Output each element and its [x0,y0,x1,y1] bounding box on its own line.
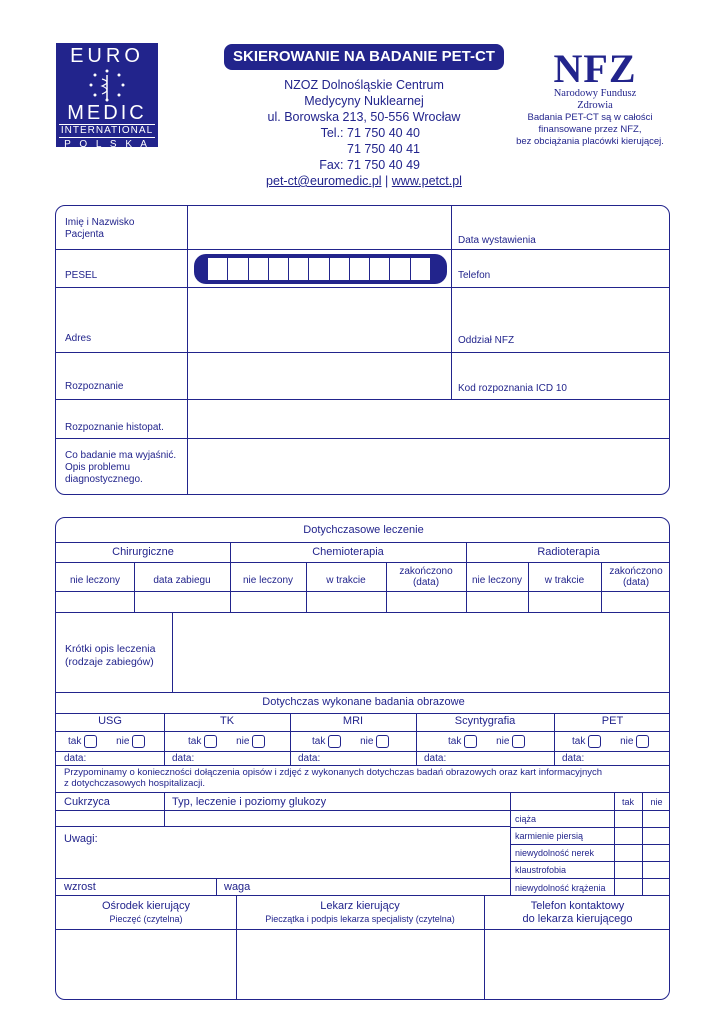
reminder-text-1: Przypominamy o konieczności dołączenia opisów i zdjęć z wykonanych dotychczas badań obrazowych oraz kart informacyjnych [64,767,603,778]
histopat-label: Rozpoznanie histopat. [65,422,164,433]
condition-kidney: niewydolność nerek [515,848,595,858]
usg-yes-checkbox[interactable] [84,735,97,748]
tk-yes-checkbox[interactable] [204,735,217,748]
icd10-label: Kod rozpoznania ICD 10 [458,383,567,394]
nfz-logo-text: NFZ [553,46,637,91]
form-title-text: SKIEROWANIE NA BADANIE PET-CT [233,48,495,65]
pet-no-checkbox[interactable] [636,735,649,748]
radio-in-progress: w trakcie [544,575,585,586]
diagnosis-field[interactable] [188,353,450,399]
pesel-digit-box[interactable] [350,258,370,280]
address-field[interactable] [188,288,450,352]
pesel-label: PESEL [65,270,98,281]
conditions-no-header: nie [650,797,663,807]
condition-breastfeeding: karmienie piersią [515,831,584,841]
pet-yes-checkbox[interactable] [588,735,601,748]
form-title [224,44,504,70]
org-web [240,173,488,189]
tk-no-checkbox[interactable] [252,735,265,748]
nfz-branch-label: Oddział NFZ [458,335,515,346]
pesel-digit-box[interactable] [411,258,430,280]
date-issued-label: Data wystawienia [458,235,536,246]
org-contacts [290,125,420,173]
clinical-section [55,517,670,1000]
treatment-entry-row[interactable] [56,592,670,612]
patient-name-label-1: Imię i Nazwisko [65,217,135,228]
diabetes-label: Cukrzyca [64,796,110,808]
glucose-label: Typ, leczenie i poziomy glukozy [172,796,327,808]
condition-pregnancy: ciąża [515,814,537,824]
height-label: wzrost [64,881,96,893]
treatment-title: Dotychczasowe leczenie [303,524,424,536]
scint-no-checkbox[interactable] [512,735,525,748]
pesel-digit-box[interactable] [249,258,269,280]
pesel-digit-box[interactable] [208,258,228,280]
radio-not-treated: nie leczony [471,575,523,586]
condition-claustrophobia: klaustrofobia [515,865,567,875]
usg-yes-no: tak nie [68,735,164,748]
remarks-label: Uwagi: [64,833,98,845]
pesel-field[interactable] [194,254,447,284]
radio-finished-1: zakończono [609,566,663,577]
purpose-label-3: diagnostycznego. [65,474,143,485]
org-address: ul. Borowska 213, 50-556 Wrocław [267,110,461,124]
address-label: Adres [65,333,92,344]
nfz-note-1: Badania PET-CT są w całości [527,112,653,123]
org-separator: | [385,174,389,188]
reminder-text-2: z dotychczasowych hospitalizacji. [64,778,205,789]
mri-header: MRI [342,715,364,727]
phone-label: Telefon [458,270,491,281]
chemo-finished-1: zakończono [399,566,453,577]
tk-date-label: data: [172,753,195,764]
tk-yes-no: tak nie [188,735,290,748]
org-name-1: NZOZ Dolnośląskie Centrum [284,78,444,92]
contact-phone-field[interactable] [485,930,670,1000]
mri-yes-checkbox[interactable] [328,735,341,748]
diabetes-field[interactable] [56,811,510,826]
surg-not-treated: nie leczony [69,575,121,586]
patient-name-label-2: Pacjenta [65,229,104,240]
usg-header: USG [98,715,122,727]
org-website-link[interactable]: www.petct.pl [391,174,462,188]
pesel-digit-box[interactable] [330,258,350,280]
pesel-digit-box[interactable] [370,258,390,280]
radio-finished-2: (data) [622,577,650,588]
short-desc-field[interactable] [173,613,670,692]
nfz-name: Narodowy Fundusz Zdrowia [553,88,637,111]
org-name-2: Medycyny Nuklearnej [304,94,424,108]
usg-no-checkbox[interactable] [132,735,145,748]
mri-yes-no: tak nie [312,735,416,748]
referring-center-title: Ośrodek kierujący [101,900,191,912]
patient-section [55,205,670,495]
contact-phone-title-1: Telefon kontaktowy [530,900,625,912]
scint-yes-checkbox[interactable] [464,735,477,748]
pesel-digit-box[interactable] [289,258,309,280]
org-tel2: 71 750 40 41 [347,142,420,156]
chemo-header: Chemioterapia [312,546,384,558]
org-info [240,77,488,125]
contact-phone-title-2: do lekarza kierującego [522,913,633,925]
nfz-note-3: bez obciążania placówki kierującej. [516,136,664,147]
weight-label: waga [224,881,251,893]
chemo-in-progress: w trakcie [326,575,366,586]
chemo-finished-2: (data) [412,577,440,588]
surg-date: data zabiegu [153,575,211,586]
short-desc-label-2: (rodzaje zabiegów) [65,656,154,668]
chemo-not-treated: nie leczony [242,575,294,586]
scint-yes-no: tak nie [448,735,554,748]
logo-euro: EURO [70,45,144,67]
logo-caduceus-icon [56,67,158,103]
center-stamp-field[interactable] [56,930,236,1000]
mri-no-checkbox[interactable] [376,735,389,748]
pet-header: PET [601,715,624,727]
org-fax: Fax: 71 750 40 49 [319,158,420,172]
imaging-title: Dotychczas wykonane badania obrazowe [262,696,465,708]
logo-polska: P O L S K A [64,139,150,150]
org-tel1: Tel.: 71 750 40 40 [320,126,420,140]
remarks-field[interactable] [56,827,510,878]
tk-header: TK [219,715,235,727]
pet-yes-no: tak nie [572,735,670,748]
purpose-label-2: Opis problemu [65,462,131,473]
doctor-stamp-field[interactable] [237,930,484,1000]
surgical-header: Chirurgiczne [112,546,174,558]
pet-date-label: data: [562,753,585,764]
referring-doctor-title: Lekarz kierujący [320,900,400,912]
pesel-digit-box[interactable] [228,258,248,280]
logo-international: INTERNATIONAL [60,125,154,136]
purpose-label-1: Co badanie ma wyjaśnić. [65,450,177,461]
patient-name-field[interactable] [188,206,450,249]
date-issued-field[interactable] [452,206,670,234]
scint-date-label: data: [424,753,447,764]
org-email-link[interactable]: pet-ct@euromedic.pl [266,174,382,188]
usg-date-label: data: [64,753,87,764]
logo-medic: MEDIC [67,102,147,124]
pesel-digit-box[interactable] [269,258,289,280]
pesel-digit-box[interactable] [309,258,329,280]
short-desc-label-1: Krótki opis leczenia [65,643,156,655]
diagnosis-label: Rozpoznanie [65,381,124,392]
referring-doctor-sub: Pieczątka i podpis lekarza specjalisty (czytelna) [265,914,455,924]
scint-header: Scyntygrafia [454,715,516,727]
nfz-logo [540,46,650,112]
histopat-field[interactable] [188,400,670,438]
nfz-note [500,112,680,148]
referring-center-sub: Pieczęć (czytelna) [109,914,183,924]
conditions-yes-header: tak [621,797,634,807]
purpose-field[interactable] [188,439,670,495]
radio-header: Radioterapia [537,546,600,558]
euromedic-logo [56,43,158,150]
condition-circulation: niewydolność krążenia [515,883,606,893]
mri-date-label: data: [298,753,321,764]
nfz-note-2: finansowane przez NFZ, [538,124,642,135]
pesel-digit-box[interactable] [390,258,410,280]
